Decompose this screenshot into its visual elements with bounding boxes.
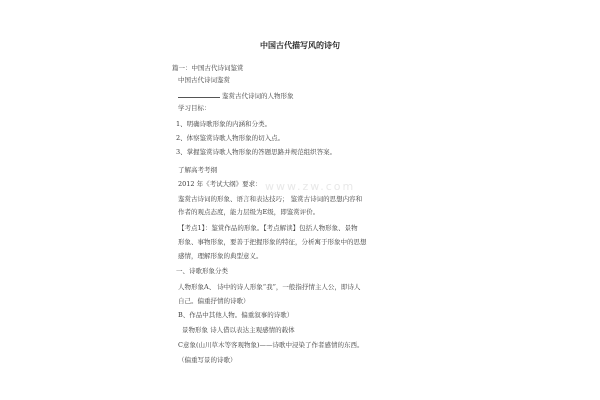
paragraph-line: 自己。偏重抒情的诗歌）: [178, 297, 250, 305]
section-heading: 一、诗歌形象分类: [176, 267, 228, 275]
paragraph-line: 鉴赏古诗词的形象、语言和表达技巧； 鉴赏古诗词的思想内容和: [178, 195, 363, 203]
objective-3: 3、掌握鉴赏诗歌人物形象的答题思路并规范组织答案。: [176, 148, 337, 156]
syllabus-year: 2012 年《考试大纲》要求：: [178, 180, 262, 188]
paragraph-line: C意象(山川草木等客观物象)——诗歌中浸染了作者感情的东西。: [178, 341, 364, 349]
objectives-label: 学习目标：: [178, 104, 211, 112]
paragraph-line: （偏重写景的诗歌）: [178, 356, 237, 364]
document-title: 中国古代描写风的诗句: [260, 41, 340, 50]
paragraph-line: 感情，理解形象的典型意义。: [178, 252, 263, 260]
syllabus-heading: 了解高考考纲: [178, 166, 217, 174]
objective-1: 1、明确诗歌形象的内涵和分类。: [176, 120, 272, 128]
blank-line-heading: [178, 91, 294, 100]
subheading: 中国古代诗词鉴赏: [178, 76, 230, 84]
objective-2: 2、体察鉴赏诗歌人物形象的切入点。: [176, 134, 285, 142]
blank-underline: [178, 91, 220, 98]
blank-line-text: 鉴赏古代诗词的人物形象: [222, 92, 294, 100]
paragraph-line: 【考点1】：鉴赏作品的形象。【考点解读】包括人物形象、景物: [178, 224, 358, 232]
watermark: www.zw.com: [265, 180, 356, 193]
paragraph-line: 作者的观点态度，能力层级为E级，即鉴赏评价。: [178, 208, 320, 216]
paragraph-line: 人物形象A、 诗中的诗人形象“我”，一般指抒情主人公，即诗人: [178, 283, 361, 291]
paragraph-line: B、作品中其他人物。偏重叙事的诗歌）: [178, 311, 294, 319]
section-heading: 篇一：中国古代诗词鉴赏: [172, 64, 244, 72]
paragraph-line: 景物形象 诗人借以表达主观感情的载体: [182, 326, 295, 334]
paragraph-line: 形象、事物形象，要善于把握形象的特征，分析寓于形象中的思想: [178, 238, 367, 246]
